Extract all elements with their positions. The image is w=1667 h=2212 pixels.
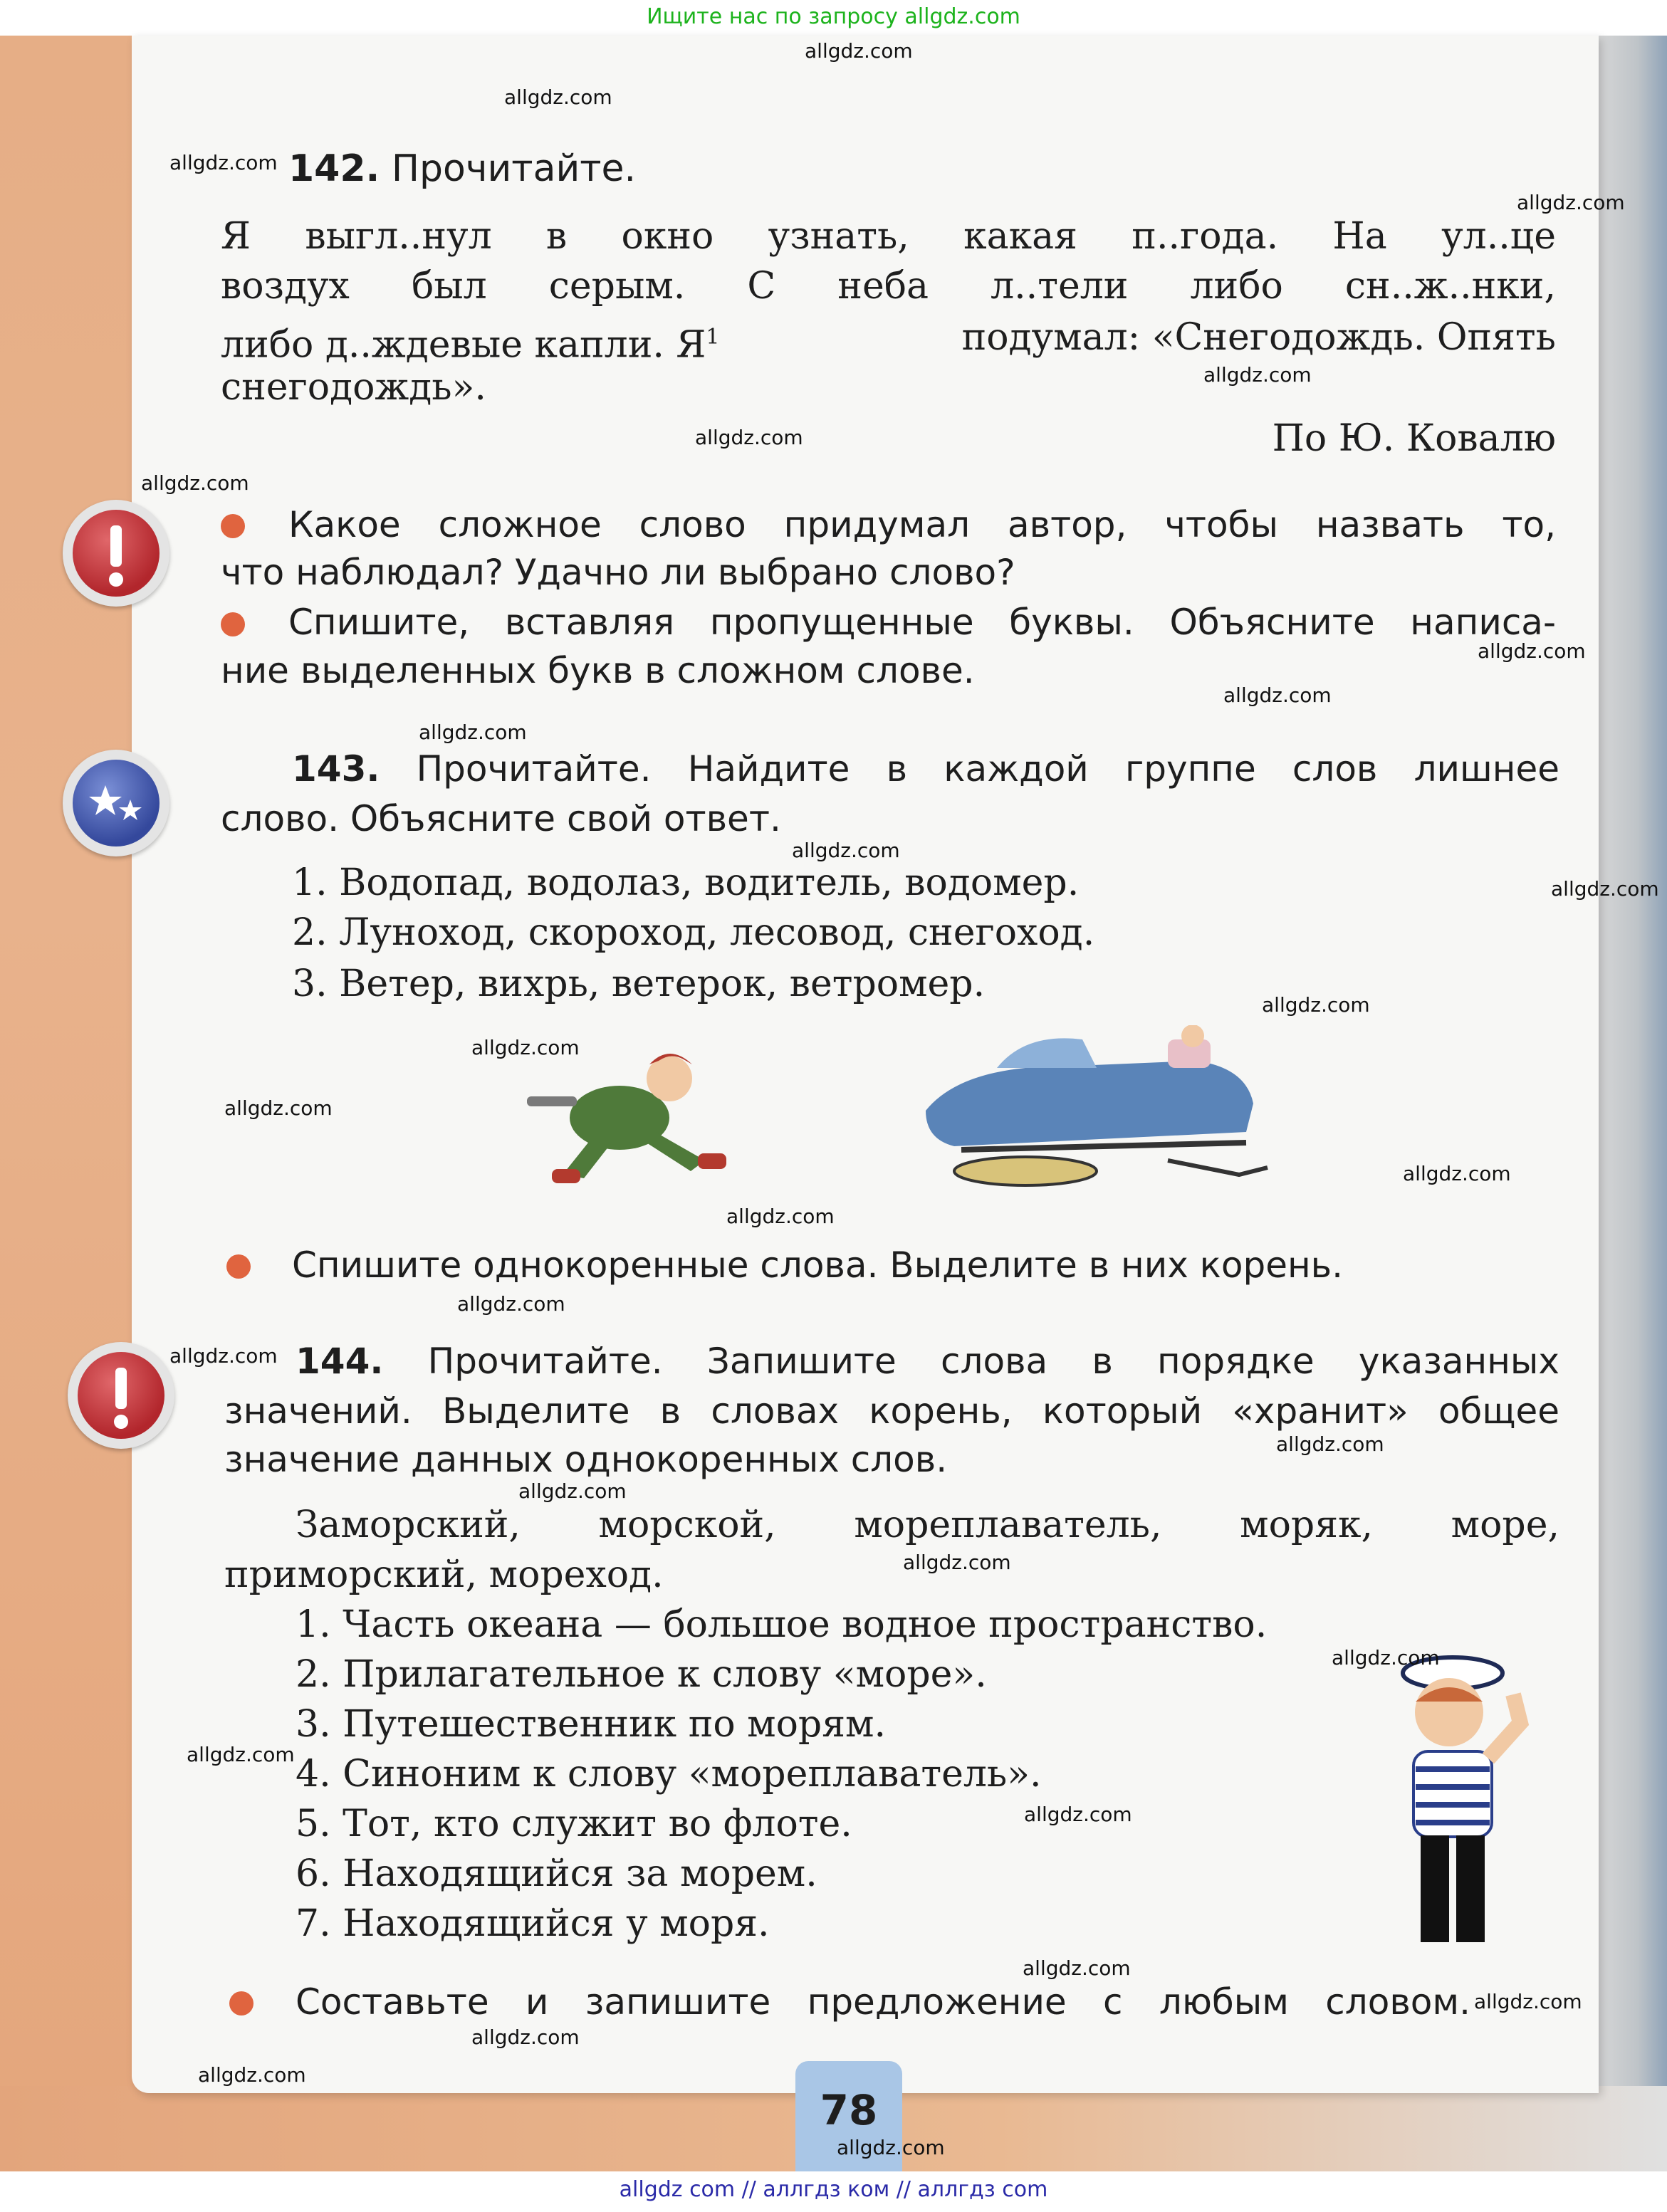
attention-badge [63,500,169,607]
watermark: allgdz.com [726,1205,835,1228]
task-line: ние выделенных букв в сложном слове. [221,650,975,691]
exercise-number: 143. [292,748,380,790]
instruction-line: значение данных однокоренных слов. [224,1439,948,1480]
meaning-item: 2. Прилагательное к слову «море». [296,1653,987,1696]
watermark: allgdz.com [141,471,249,495]
footnote-mark: 1 [706,325,720,350]
watermark: allgdz.com [1403,1162,1511,1185]
meaning-item: 7. Находящийся у моря. [296,1902,770,1945]
watermark: allgdz.com [1478,639,1586,663]
watermark: allgdz.com [419,720,527,744]
watermark: allgdz.com [471,2025,580,2049]
watermark: allgdz.com [457,1292,565,1316]
meaning-item: 5. Тот, кто служит во флоте. [296,1803,852,1845]
author-attribution: По Ю. Ковалю [1272,417,1556,460]
sailor-boy-illustration [1353,1645,1552,1951]
word-group: 2. Луноход, скороход, лесовод, снегоход. [292,911,1095,954]
watermark: allgdz.com [504,85,612,109]
word-list-line: Заморский, морской, мореплаватель, моряк, море, [296,1504,1559,1546]
task-line: Спишите, вставляя пропущенные буквы. Объясните написа- [288,602,1556,643]
exclamation-icon [63,500,169,607]
task-line: Составьте и запишите предложение с любым словом. [296,1981,1470,2023]
exercise-142-header [288,146,636,192]
watermark: allgdz.com [1474,1990,1582,2013]
bullet-dot [221,514,245,538]
exercise-instruction: Прочитайте. [391,147,637,190]
watermark: allgdz.com [695,426,803,449]
watermark: allgdz.com [1023,1956,1131,1980]
bullet-dot [221,612,245,636]
exercise-instruction: Прочитайте. Запишите слова в порядке указанных [427,1341,1559,1382]
book-spine-right [1592,36,1667,2100]
watermark: allgdz.com [198,2063,306,2087]
watermark: allgdz.com [169,151,278,174]
word-list-line: приморский, мореход. [224,1553,664,1596]
exercise-number: 144. [296,1341,384,1382]
bullet-dot [226,1254,251,1279]
watermark: allgdz.com [169,1344,278,1368]
watermark: allgdz.com [471,1036,580,1059]
text-line: Я выгл..нул в окно узнать, какая п..года. На ул..це [221,215,1556,258]
watermark: allgdz.com [837,2136,945,2159]
watermark: allgdz.com [1276,1432,1384,1456]
watermark: allgdz.com [1223,683,1332,707]
search-banner[interactable]: Ищите нас по запросу allgdz.com [647,4,1020,29]
running-boy-illustration [484,1039,755,1189]
book-cover-left [0,36,135,2171]
task-line: Какое сложное слово придумал автор, чтобы назвать то, [288,504,1556,545]
stars-icon [63,750,169,856]
meaning-item: 4. Синоним к слову «мореплаватель». [296,1753,1042,1796]
exercise-144-header [296,1338,1559,1384]
text-fragment: подумал: «Снегодождь. Опять [961,316,1556,359]
page-number: 78 [820,2086,878,2134]
watermark: allgdz.com [1551,877,1659,901]
meaning-item: 3. Путешественник по морям. [296,1703,887,1746]
watermark: allgdz.com [1262,993,1370,1017]
watermark: allgdz.com [903,1551,1011,1574]
watermark: allgdz.com [1203,363,1312,387]
task-line: что наблюдал? Удачно ли выбрано слово? [221,552,1015,593]
exercise-instruction: Прочитайте. Найдите в каждой группе слов лишнее [416,748,1559,790]
task-line: Спишите однокоренные слова. Выделите в них корень. [292,1244,1344,1286]
watermark: allgdz.com [518,1479,627,1503]
exercise-143-header [292,746,1559,792]
watermark: allgdz.com [187,1743,295,1766]
watermark: allgdz.com [224,1096,333,1120]
footer-links[interactable]: allgdz com // аллгдз ком // аллгдз com [619,2177,1048,2202]
star-badge [63,750,169,856]
meaning-item: 6. Находящийся за морем. [296,1852,817,1895]
text-fragment: либо д..ждевые капли. Я [221,323,706,367]
instruction-line: слово. Объясните свой ответ. [221,798,781,839]
watermark: allgdz.com [1024,1803,1132,1826]
watermark: allgdz.com [792,839,900,862]
text-line: снегодождь». [221,366,486,409]
snowmobile-illustration [911,1025,1282,1203]
instruction-line: значений. Выделите в словах корень, который «хранит» общее [224,1390,1559,1432]
word-group: 3. Ветер, вихрь, ветерок, ветромер. [292,963,986,1005]
watermark: allgdz.com [805,39,913,63]
attention-badge [68,1342,174,1449]
meaning-item: 1. Часть океана — большое водное пространство. [296,1603,1268,1646]
watermark: allgdz.com [1332,1646,1440,1670]
text-line: воздух был серым. С неба л..тели либо сн..ж..нки, [221,265,1556,308]
word-group: 1. Водопад, водолаз, водитель, водомер. [292,861,1080,904]
text-line-with-footnote [221,315,1556,367]
watermark: allgdz.com [1517,191,1625,214]
bullet-dot [229,1991,254,2016]
exercise-number: 142. [288,147,380,190]
exclamation-icon [68,1342,174,1449]
